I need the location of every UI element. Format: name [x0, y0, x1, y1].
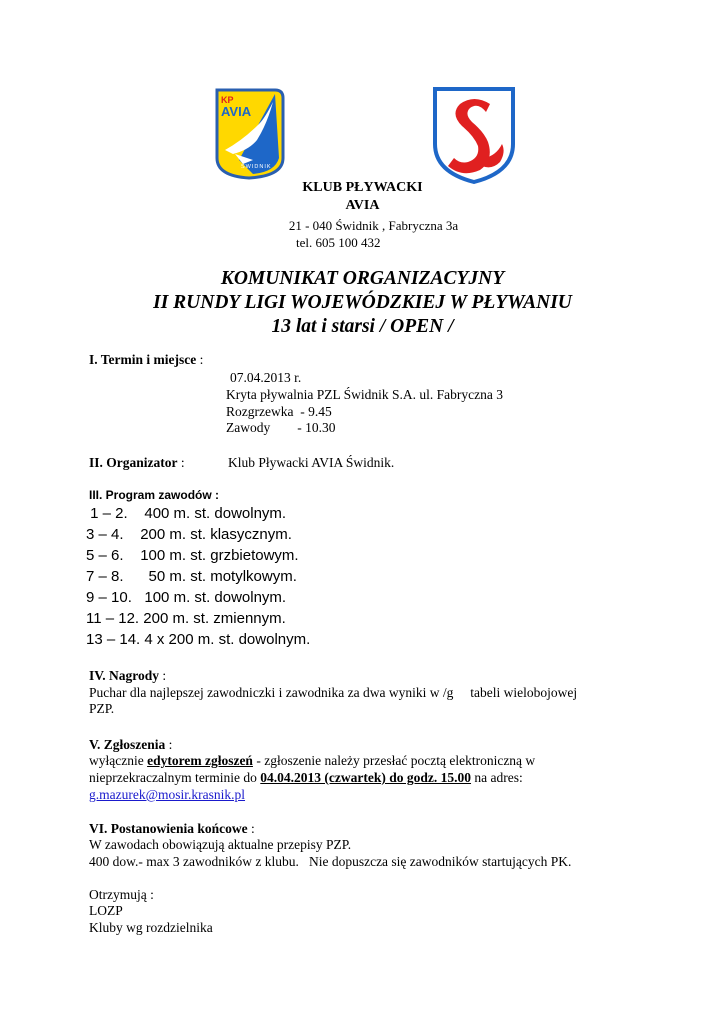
title-line1: KOMUNIKAT ORGANIZACYJNY	[220, 268, 505, 289]
program-item: 3 – 4. 200 m. st. klasycznym.	[86, 526, 292, 543]
section2-colon: :	[177, 455, 185, 470]
section4-line2: PZP.	[89, 701, 115, 716]
section5-line2-post: na adres:	[471, 770, 523, 785]
club-address: 21 - 040 Świdnik , Fabryczna 3a	[288, 218, 459, 233]
section1-date: 07.04.2013 r.	[230, 370, 302, 385]
title-line2: II RUNDY LIGI WOJEWÓDZKIEJ W PŁYWANIU	[153, 292, 572, 313]
section1-colon: :	[196, 352, 204, 367]
section6-colon: :	[247, 821, 255, 836]
club-name-line1: KLUB PŁYWACKI	[302, 180, 423, 195]
entry-email-link[interactable]: g.mazurek@mosir.krasnik.pl	[89, 787, 246, 802]
program-item: 9 – 10. 100 m. st. dowolnym.	[86, 589, 287, 606]
section1-competition: Zawody - 10.30	[226, 420, 336, 435]
avia-logo-name: AVIA	[221, 104, 252, 119]
section5-colon: :	[165, 737, 173, 752]
section5-label: V. Zgłoszenia	[89, 737, 166, 752]
program-item: 1 – 2. 400 m. st. dowolnym.	[86, 505, 287, 522]
section2-value: Klub Pływacki AVIA Świdnik.	[228, 455, 395, 470]
section5-line1	[89, 753, 535, 769]
section4-line1: Puchar dla najlepszej zawodniczki i zawodnika za dwa wyniki w /g tabeli wielobojowej	[89, 685, 578, 700]
section2-label: II. Organizator	[89, 455, 178, 470]
section6-label: VI. Postanowienia końcowe	[89, 821, 248, 836]
section1-label: I. Termin i miejsce	[89, 352, 197, 367]
section4-label: IV. Nagrody	[89, 668, 160, 683]
entry-editor-text: edytorem zgłoszeń	[147, 753, 253, 768]
section6-line1: W zawodach obowiązują aktualne przepisy PZP.	[89, 837, 352, 852]
avia-club-logo	[213, 88, 285, 180]
section5-line2-pre: nieprzekraczalnym terminie do	[89, 770, 261, 785]
avia-logo-city: ŚWIDNIK	[241, 164, 272, 170]
program-item: 13 – 14. 4 x 200 m. st. dowolnym.	[86, 631, 311, 648]
program-item: 11 – 12. 200 m. st. zmiennym.	[86, 610, 286, 627]
recipient-item: LOZP	[89, 903, 123, 918]
section5-line1-post: - zgłoszenie należy przesłać pocztą elektroniczną w	[252, 753, 536, 768]
avia-logo-kp: KP	[221, 95, 234, 105]
section4-heading	[89, 668, 166, 684]
program-item: 5 – 6. 100 m. st. grzbietowym.	[86, 547, 299, 564]
section5-line2	[89, 770, 523, 786]
section1-heading	[89, 352, 203, 368]
recipients-heading: Otrzymują :	[89, 887, 154, 902]
swidnik-coat-of-arms	[432, 86, 516, 184]
section4-colon: :	[159, 668, 167, 683]
section5-heading	[89, 737, 172, 753]
club-phone: tel. 605 100 432	[296, 235, 381, 250]
program-item: 7 – 8. 50 m. st. motylkowym.	[86, 568, 297, 585]
section5-line1-pre: wyłącznie	[89, 753, 148, 768]
section1-warmup: Rozgrzewka - 9.45	[226, 404, 332, 419]
recipient-item: Kluby wg rozdzielnika	[89, 920, 213, 935]
title-line3: 13 lat i starsi / OPEN /	[271, 316, 454, 337]
section1-venue: Kryta pływalnia PZL Świdnik S.A. ul. Fabryczna 3	[226, 387, 503, 402]
deadline-text: 04.04.2013 (czwartek) do godz. 15.00	[260, 770, 472, 785]
section6-heading	[89, 821, 255, 837]
section3-heading: III. Program zawodów :	[89, 488, 220, 502]
section2-heading	[89, 455, 185, 471]
section6-line2: 400 dow.- max 3 zawodników z klubu. Nie dopuszcza się zawodników startujących PK.	[89, 854, 572, 869]
club-name-line2: AVIA	[345, 198, 380, 213]
